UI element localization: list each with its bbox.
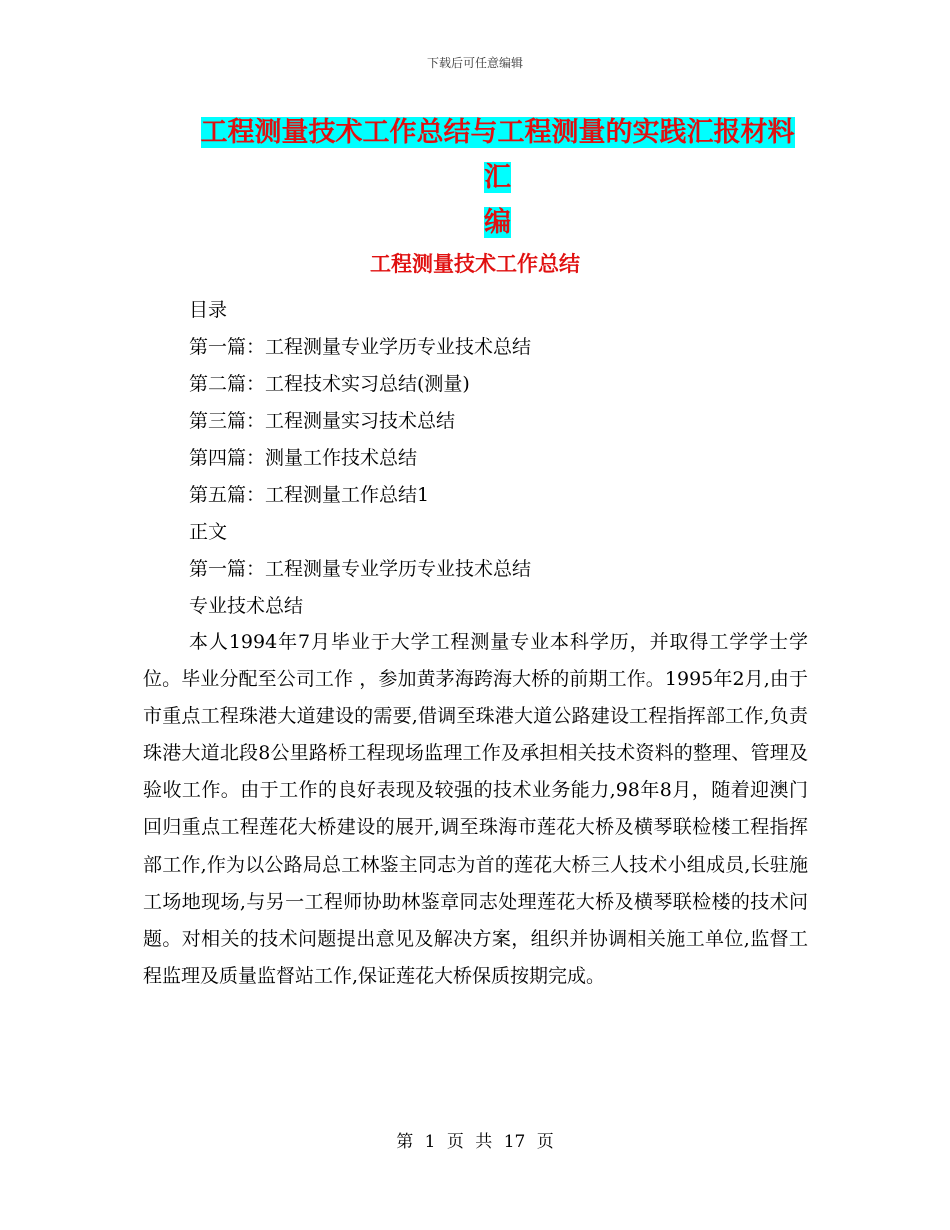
toc-line: 第三篇：工程测量实习技术总结 — [189, 410, 456, 432]
document-title-line-2: 编 — [484, 207, 511, 238]
toc-line: 第五篇：工程测量工作总结1 — [189, 484, 430, 506]
header-note: 下载后可任意编辑 — [426, 56, 523, 70]
page-footer: 第 1 页 共 17 页 — [396, 1132, 554, 1152]
toc-line: 第二篇：工程技术实习总结(测量) — [189, 373, 470, 395]
document-title-line-1: 工程测量技术工作总结与工程测量的实践汇报材料汇 — [200, 117, 795, 193]
document-title — [190, 110, 805, 245]
table-of-contents — [189, 292, 829, 625]
toc-line: 专业技术总结 — [189, 595, 304, 617]
toc-line: 第四篇：测量工作技术总结 — [189, 447, 418, 469]
body-paragraph: 本人1994年7月毕业于大学工程测量专业本科学历，并取得工学学士学位。毕业分配至公司工作 ，参加黄茅海跨海大桥的前期工作。1995年2月,由于市重点工程珠港大道建设的需要,借调至珠港大道公路建设工程指挥部工作,负责珠港大道北段8公里路桥工程现场监理工作及承担相关技术资料的整理、管理及验收工作。由于工作的良好表现及较强的技术业务能力,98年8月，随着迎澳门回归重点工程莲花大桥建设的展开,调至珠海市莲花大桥及横琴联检楼工程指挥部工作,作为以公路局总工林鉴主同志为首的莲花大桥三人技术小组成员,长驻施工场地现场,与另一工程师协助林鉴章同志处理莲花大桥及横琴联检楼的技术问题。对相关的技术问题提出意见及解决方案，组织并协调相关施工单位,监督工程监理及质量监督站工作,保证莲花大桥保质按期完成。 — [143, 631, 808, 987]
toc-line: 正文 — [189, 521, 228, 543]
toc-line: 目录 — [189, 299, 228, 321]
toc-line: 第一篇：工程测量专业学历专业技术总结 — [189, 336, 532, 358]
section-title: 工程测量技术工作总结 — [370, 252, 580, 276]
toc-line: 第一篇：工程测量专业学历专业技术总结 — [189, 558, 532, 580]
